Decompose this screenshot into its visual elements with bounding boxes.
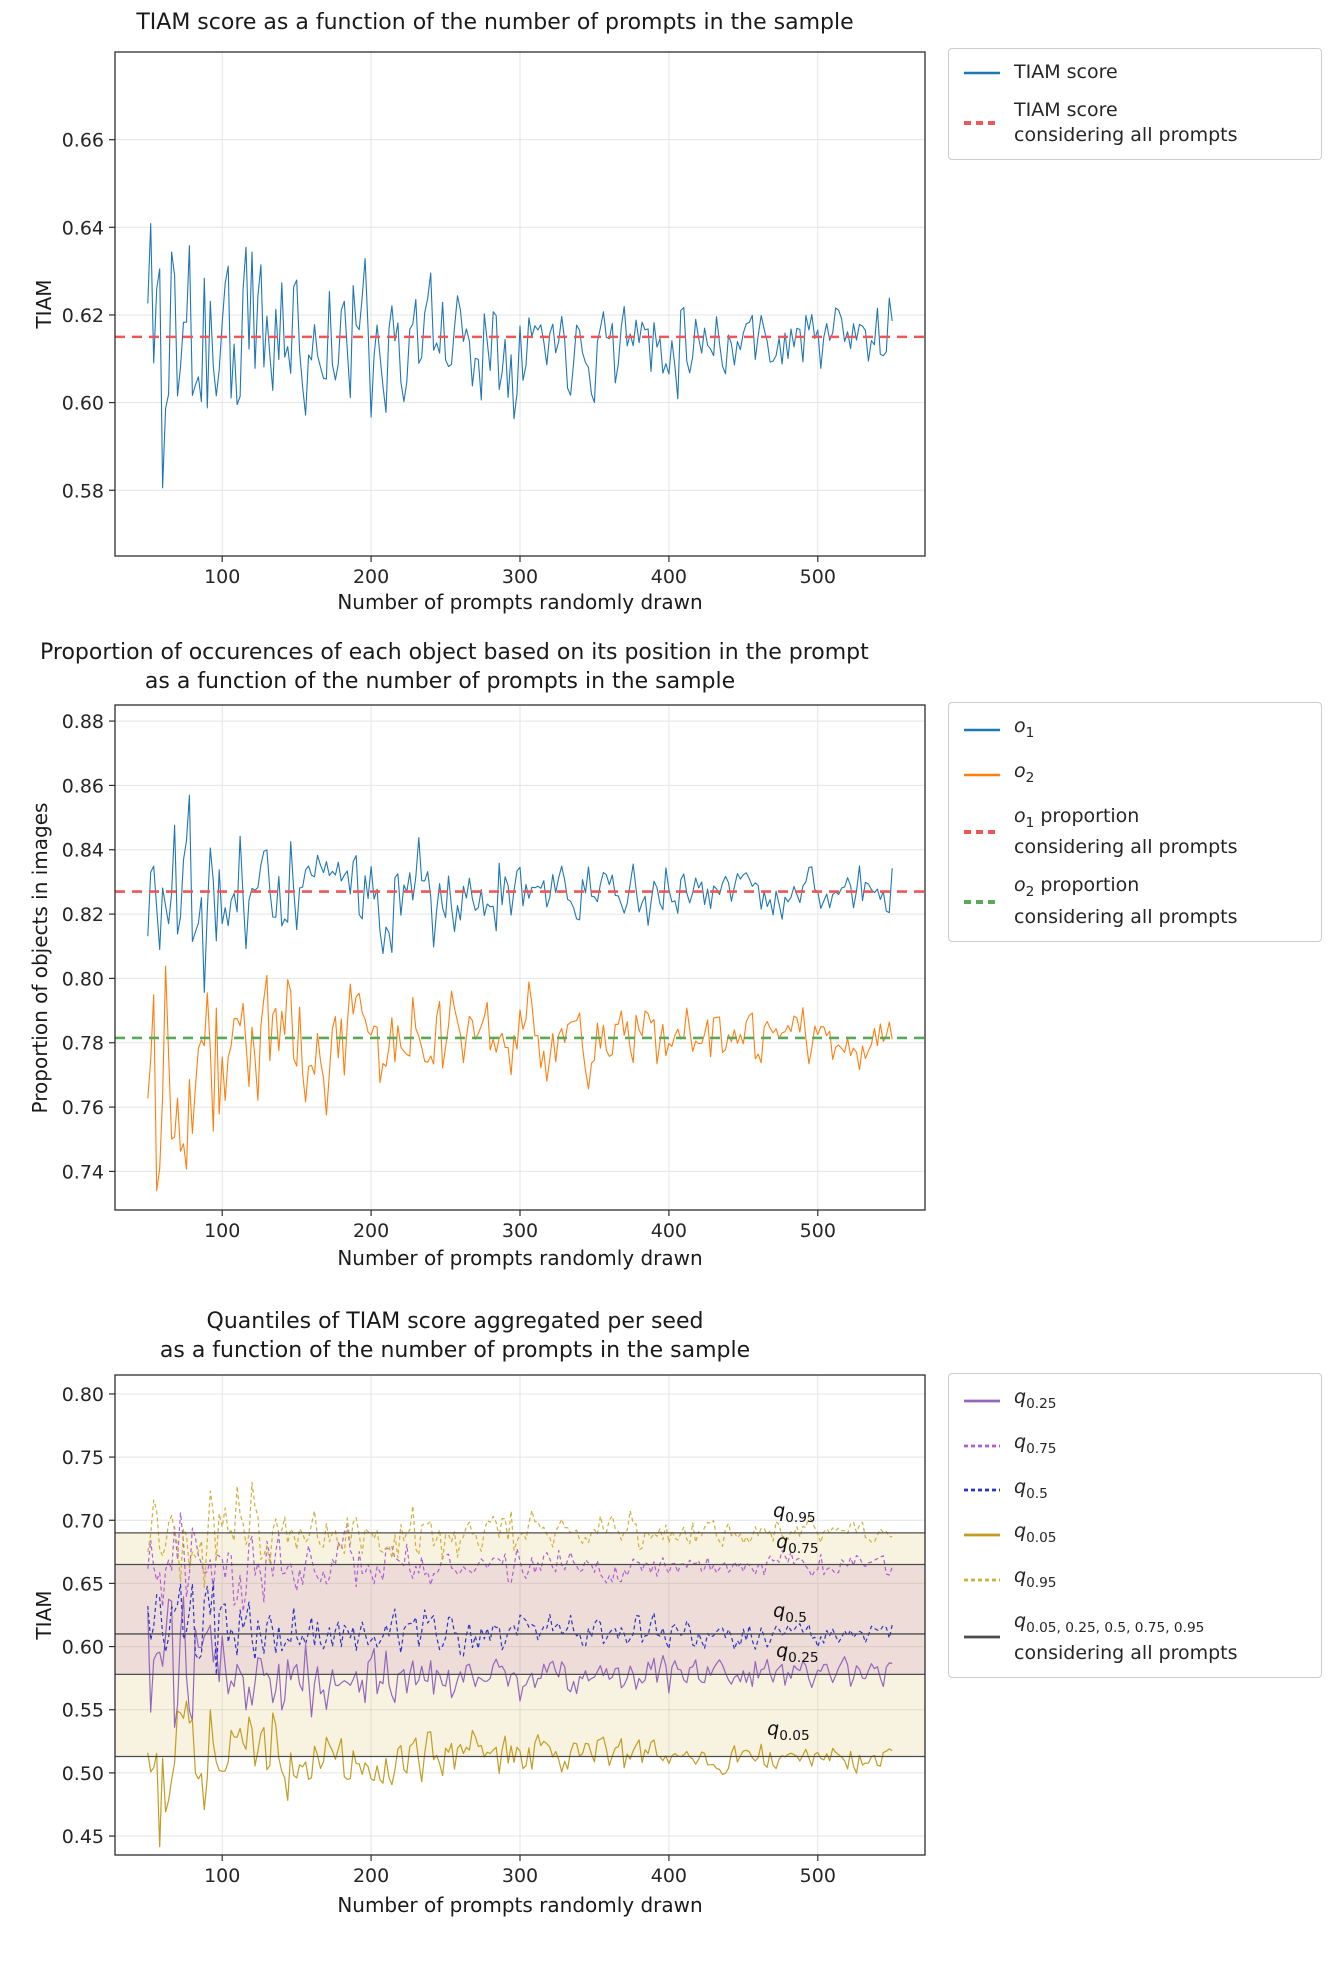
legend-line-sample	[962, 112, 1002, 134]
x-tick-label: 400	[650, 1220, 688, 1242]
y-tick-label: 0.86	[61, 775, 104, 798]
legend	[948, 702, 1322, 942]
x-tick-label: 300	[501, 1220, 539, 1242]
legend	[948, 48, 1322, 160]
x-tick-label: 300	[501, 566, 539, 588]
x-tick-label: 200	[352, 566, 390, 588]
y-tick-label: 0.88	[61, 711, 104, 734]
x-tick-label: 100	[204, 1865, 241, 1887]
chart-title-line: TIAM score as a function of the number of prompts in the sample	[136, 10, 854, 35]
x-tick-label: 500	[799, 566, 836, 588]
legend-label: $q_{0.75}$	[1014, 1430, 1057, 1457]
x-tick-label: 400	[650, 1865, 688, 1887]
x-axis-label: Number of prompts randomly drawn	[337, 590, 703, 614]
x-axis-label: Number of prompts randomly drawn	[337, 1246, 703, 1270]
legend-item	[962, 1609, 1308, 1666]
legend-label: $o_1$	[1014, 715, 1035, 741]
chart-title-line: as a function of the number of prompts in the sample	[159, 1338, 751, 1363]
y-tick-label: 0.50	[61, 1762, 104, 1785]
x-tick-label: 100	[204, 1220, 241, 1242]
y-axis-label: TIAM	[32, 279, 56, 329]
annotation-q-0.5-: $q_{0.5}$	[773, 1600, 807, 1626]
legend-line-sample	[962, 821, 1002, 843]
annotation-q-0.25-: $q_{0.25}$	[776, 1640, 819, 1667]
legend-item	[962, 759, 1308, 791]
legend-line-sample	[962, 764, 1002, 786]
x-tick-label: 500	[799, 1865, 836, 1887]
y-axis-label: Proportion of objects in images	[28, 802, 52, 1114]
legend-line-sample	[962, 1435, 1002, 1457]
y-tick-label: 0.64	[61, 217, 104, 240]
y-tick-label: 0.58	[61, 480, 104, 503]
x-tick-label: 400	[650, 566, 688, 588]
legend-item	[962, 1385, 1308, 1417]
y-tick-label: 0.80	[61, 1383, 104, 1406]
y-tick-label: 0.62	[61, 304, 104, 327]
legend-line-sample	[962, 719, 1002, 741]
y-tick-label: 0.80	[61, 968, 104, 991]
legend-item	[962, 1519, 1308, 1551]
y-tick-label: 0.74	[61, 1161, 104, 1184]
legend-label: TIAM score considering all prompts	[1014, 99, 1238, 146]
legend-label: $q_{0.95}$	[1014, 1565, 1057, 1591]
annotation-q-0.95-: $q_{0.95}$	[773, 1500, 816, 1527]
legend-item	[962, 1564, 1308, 1596]
y-tick-label: 0.76	[61, 1097, 104, 1120]
legend-label: $q_{0.25}$	[1014, 1386, 1057, 1412]
legend-item	[962, 1475, 1308, 1507]
x-tick-label: 200	[352, 1865, 390, 1887]
chart-tiam-quantiles	[0, 1295, 1330, 1965]
y-tick-label: 0.55	[61, 1699, 104, 1722]
x-axis-label: Number of prompts randomly drawn	[337, 1893, 703, 1917]
legend	[948, 1373, 1322, 1678]
legend-label: $o_2$ proportion considering all prompts	[1014, 874, 1238, 929]
legend-line-sample	[962, 1390, 1002, 1412]
legend-line-sample	[962, 891, 1002, 913]
legend-line-sample	[962, 1479, 1002, 1501]
legend-item	[962, 804, 1308, 861]
legend-label: $o_2$	[1014, 759, 1035, 786]
y-tick-label: 0.66	[61, 129, 104, 152]
legend-item	[962, 714, 1308, 746]
y-tick-label: 0.45	[61, 1826, 104, 1849]
y-axis-label: TIAM	[32, 1590, 56, 1640]
legend-line-sample	[962, 1569, 1002, 1591]
y-tick-label: 0.78	[61, 1032, 104, 1055]
y-tick-label: 0.60	[61, 392, 104, 415]
y-tick-label: 0.65	[61, 1573, 104, 1596]
legend-label: TIAM score	[1014, 61, 1118, 83]
annotation-q-0.05-: $q_{0.05}$	[767, 1717, 810, 1744]
legend-label: $q_{0.05}$	[1014, 1520, 1057, 1547]
chart-title-line: Quantiles of TIAM score aggregated per seed	[206, 1309, 704, 1334]
x-tick-label: 100	[204, 566, 241, 588]
x-tick-label: 500	[799, 1220, 836, 1242]
legend-label: $q_{0.05, 0.25, 0.5, 0.75, 0.95}$ considering all prompts	[1014, 1609, 1238, 1664]
chart-object-proportions	[0, 630, 1330, 1295]
x-tick-label: 200	[352, 1220, 390, 1242]
y-tick-label: 0.82	[61, 904, 104, 927]
legend-label: $q_{0.5}$	[1014, 1475, 1048, 1502]
legend-line-sample	[962, 62, 1002, 84]
x-tick-label: 300	[501, 1865, 539, 1887]
chart-title-line: as a function of the number of prompts in the sample	[144, 669, 736, 694]
chart-tiam-score	[0, 0, 1330, 630]
legend-line-sample	[962, 1524, 1002, 1546]
annotation-q-0.75-: $q_{0.75}$	[776, 1530, 819, 1557]
y-tick-label: 0.60	[61, 1636, 104, 1659]
legend-line-sample	[962, 1626, 1002, 1648]
y-tick-label: 0.70	[61, 1510, 104, 1533]
y-tick-label: 0.84	[61, 839, 104, 862]
legend-item	[962, 98, 1308, 148]
legend-item	[962, 60, 1308, 85]
legend-item	[962, 873, 1308, 930]
legend-item	[962, 1430, 1308, 1462]
chart-title-line: Proportion of occurences of each object based on its position in the prompt	[40, 640, 869, 665]
y-tick-label: 0.75	[61, 1447, 104, 1470]
legend-label: $o_1$ proportion considering all prompts	[1014, 804, 1238, 859]
